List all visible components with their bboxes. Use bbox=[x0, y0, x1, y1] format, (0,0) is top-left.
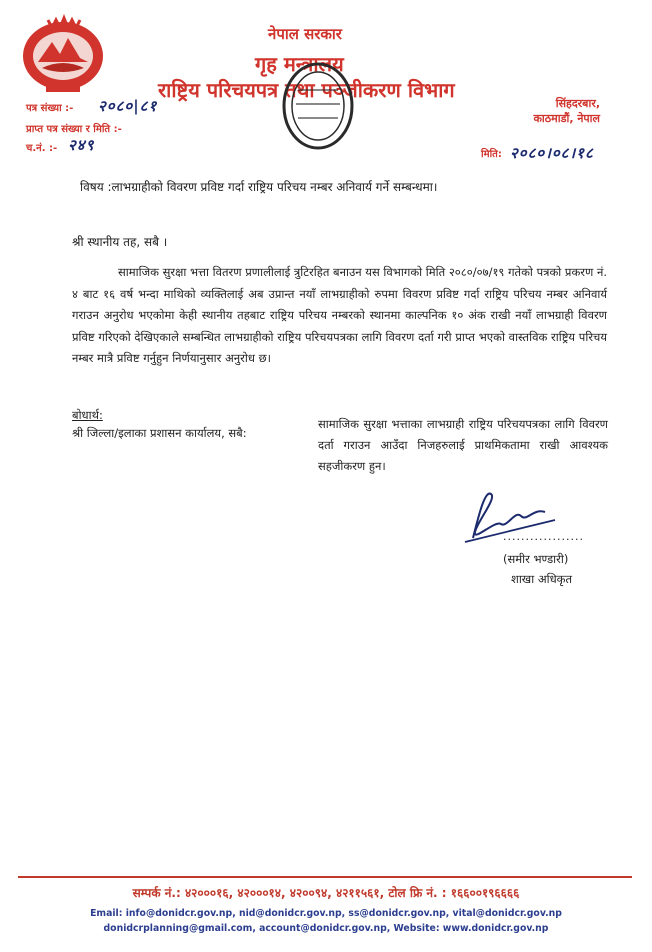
signature-line: .................. bbox=[503, 530, 584, 543]
address-line-2: काठमाडौं, नेपाल bbox=[533, 112, 600, 125]
cc-instruction: सामाजिक सुरक्षा भत्ताका लाभग्राही राष्ट्रिय परिचयपत्रका लागि विवरण दर्ता गराउन आउँदा निजहरुलाई प्राथमिकतामा राखी आवश्यक सहजीकरण हुन। bbox=[318, 417, 608, 473]
subject-line: विषय :लाभग्राहीको विवरण प्रविष्ट गर्दा राष्ट्रिय परिचय नम्बर अनिवार्य गर्ने सम्बन्धमा। bbox=[80, 180, 438, 194]
signer-title: शाखा अधिकृत bbox=[511, 572, 573, 586]
government-name: नेपाल सरकार bbox=[268, 25, 342, 43]
footer-emails-line-2: donidcrplanning@gmail.com, account@donidcr.gov.np, Website: www.donidcr.gov.np bbox=[103, 923, 549, 934]
footer-emails bbox=[0, 906, 652, 936]
letter-number-label: पत्र संख्या :- bbox=[26, 103, 74, 114]
dispatch-number-label: च.नं. :- bbox=[26, 143, 58, 154]
footer-contact-numbers: सम्पर्क नं.: ४२०००१६, ४२०००१४, ४२००९४, ४२११५६१, टोल फ्रि नं. : १६६००१९६६६६ bbox=[132, 886, 520, 900]
address-block bbox=[533, 96, 600, 126]
official-stamp bbox=[280, 60, 356, 152]
salutation: श्री स्थानीय तह, सबै । bbox=[72, 235, 168, 249]
date-value: २०८०।०८।१८ bbox=[510, 144, 594, 162]
footer-emails-line-1: Email: info@donidcr.gov.np, nid@donidcr.gov.np, ss@donidcr.gov.np, vital@donidcr.gov.np bbox=[90, 908, 562, 919]
footer-divider bbox=[18, 876, 632, 878]
letter-number-value: २०८०|८१ bbox=[98, 97, 158, 115]
handwritten-signature bbox=[455, 480, 575, 555]
ministry-name: गृह मन्त्रालय bbox=[255, 52, 344, 76]
letter-body: सामाजिक सुरक्षा भत्ता वितरण प्रणालीलाई त्रुटिरहित बनाउन यस विभागको मिति २०८०/०७/१९ गतेको पत्रको प्रकरण नं. ४ बाट १६ वर्ष भन्दा माथिको व्यक्तिलाई अब उप्रान्त नयाँ लाभग्राहीको रुपमा विवरण प्रविष्ट गर्दा राष्ट्रिय परिचय नम्बर अनिवार्य गराउन अनुरोध भएकोमा केही स्थानीय तहबाट राष्ट्रिय परिचय नम्बरको स्थानमा काल्पनिक १० अंक राखी नयाँ लाभग्राही विवरण प्रविष्ट गरिएको देखिएकाले सम्बन्धित लाभग्राहीको राष्ट्रिय परिचयपत्रका लागि विवरण दर्ता गरी प्राप्त भएको वास्तविक राष्ट्रिय परिचय नम्बर मात्रै प्रविष्ट गर्नुहुन निर्णयानुसार अनुरोध छ। bbox=[72, 265, 607, 366]
nepal-emblem-logo bbox=[18, 12, 108, 94]
department-name: राष्ट्रिय परिचयपत्र तथा पञ्जीकरण विभाग bbox=[158, 78, 455, 102]
dispatch-number-value: २४९ bbox=[68, 136, 95, 154]
address-line-1: सिंहदरबार, bbox=[555, 97, 600, 110]
cc-recipient: श्री जिल्ला/इलाका प्रशासन कार्यालय, सबै: bbox=[72, 426, 247, 440]
cc-label: बोधार्थ: bbox=[72, 408, 103, 422]
signer-name: (समीर भण्डारी) bbox=[503, 552, 569, 566]
received-letter-label: प्राप्त पत्र संख्या र मिति :- bbox=[26, 124, 122, 135]
date-label: मिति: bbox=[481, 149, 502, 160]
